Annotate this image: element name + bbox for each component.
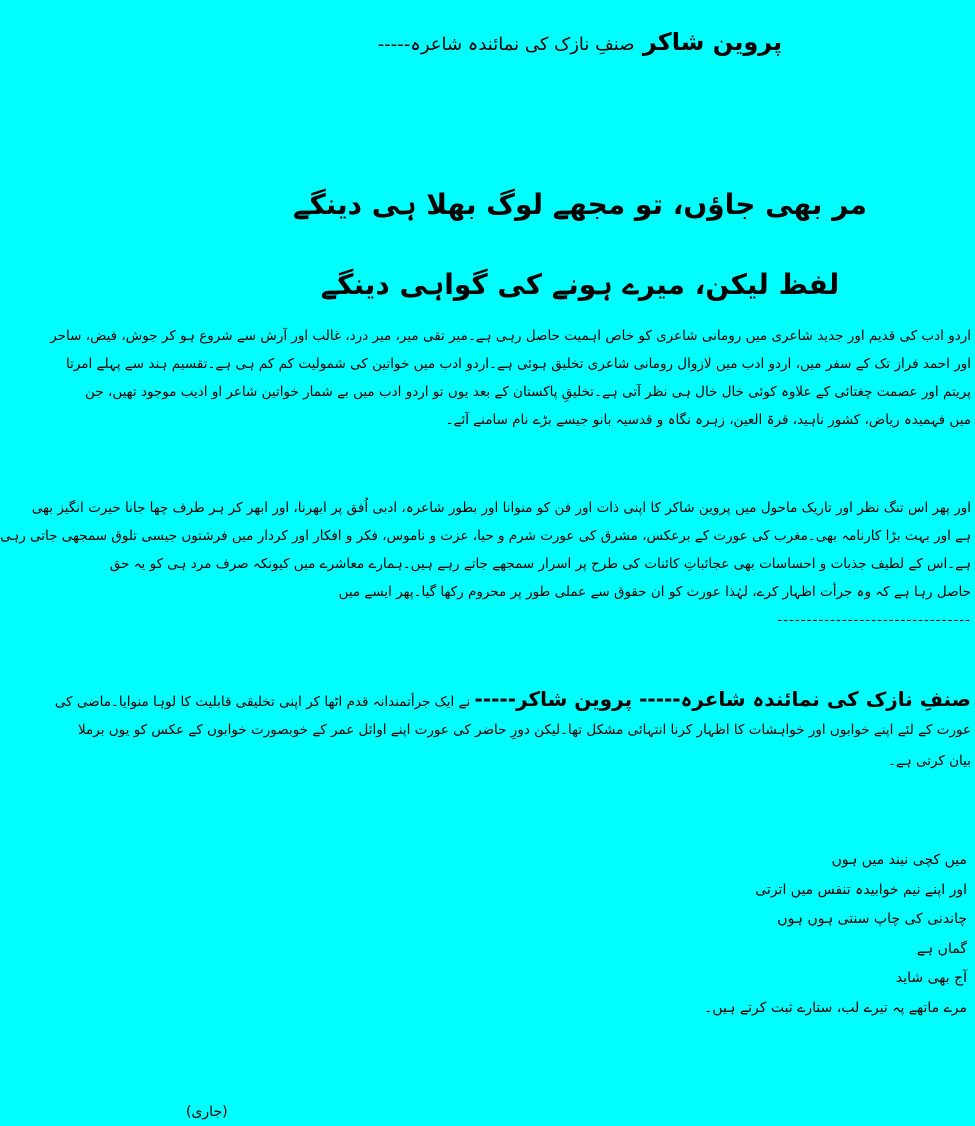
page-title xyxy=(330,28,830,56)
poet-heading-inline: صنفِ نازک کی نمائندہ شاعرہ----- پروین شاکر----- xyxy=(474,687,971,711)
paragraph-intro xyxy=(50,322,971,434)
title-poet-name: پروین شاکر xyxy=(642,28,783,56)
paragraph-line: حاصل رہا ہے کہ وہ جرأت اظہار کرے، لہٰذا عورت کو ان حقوق سے عملی طور پر محروم رکھا گیا۔پھر ایسے میں xyxy=(338,584,971,600)
paragraph-poet xyxy=(54,684,971,777)
paragraph-line xyxy=(54,684,971,715)
paragraph-line: اور احمد فراز تک کے سفر میں، اردو ادب میں لازوال رومانی شاعری تخلیق ہوئی ہے۔اردو ادب میں خواتین کی شمولیت کم کم ہی ہے۔تقسیم ہند سے پہلے امرتا xyxy=(65,356,971,372)
poem-excerpt xyxy=(567,846,967,1023)
poem-line: چاندنی کی چاپ سنتی ہوں ہوں xyxy=(777,911,967,927)
paragraph-line: اردو ادب کی قدیم اور جدید شاعری میں رومانی شاعری کو خاص اہمیت حاصل رہی ہے۔میر تقی میر، میر درد، غالب اور آرش سے شروع ہو کر جوش، فیض، ساحر xyxy=(50,328,971,344)
poem-line: مرے ماتھے پہ تیرے لب، ستارے ثبت کرتے ہیں۔ xyxy=(704,999,967,1016)
title-subtitle: صنفِ نازک کی نمائندہ شاعرہ----- xyxy=(377,34,635,55)
poem-line: آج بھی شاید xyxy=(895,970,967,986)
paragraph-line: عورت کے لئے اپنے خوابوں اور خواہشات کا اظہار کرنا انتہائی مشکل تھا۔لیکن دورِ حاضر کی عورت اپنے اوائل عمر کے خوبصورت خوابوں کے عکس کو یوں برملا xyxy=(77,722,971,738)
paragraph-text: نے ایک جرأتمندانہ قدم اٹھا کر اپنی تخلیقی قابلیت کا لوہا منوایا۔ماضی کی xyxy=(54,694,471,710)
paragraph-line: بیان کرتی ہے۔ xyxy=(887,753,971,769)
paragraph-line: میں فہمیدہ ریاض، کشور ناہید، قرۃ العین، زہرہ نگاہ و قدسیہ بانو جیسے بڑے نام سامنے آئے۔ xyxy=(445,412,971,428)
dash-separator: --------------------------------- xyxy=(777,612,971,628)
couplet-line-1: مر بھی جاؤں، تو مجھے لوگ بھلا ہی دینگے xyxy=(293,188,867,221)
paragraph-line: ہے اور بہت بڑا کارنامہ بھی۔مغرب کی عورت کے برعکس، مشرق کی عورت شرم و حیا، عزت و ناموس، فکر و افکار اور کردار میں فرشتوں جیسی تلوق سمجھی جاتی رہی xyxy=(0,528,971,544)
poem-line: میں کچی نیند میں ہوں xyxy=(831,852,967,868)
paragraph-line: ہے۔اس کے لطیف جذبات و احساسات بھی عجائباتِ کائنات کی طرح پر اسرار سمجھے جاتے رہے ہیں۔ہمارے معاشرے میں کیونکہ صرف مرد ہی کو یہ حق xyxy=(109,556,971,572)
paragraph-society xyxy=(0,494,971,634)
couplet-line-2: لفظ لیکن، میرے ہونے کی گواہی دینگے xyxy=(320,268,840,301)
continued-label: (جاری) xyxy=(186,1104,228,1120)
poem-line: گماں ہے xyxy=(916,940,967,957)
paragraph-line: اور پھر اس تنگ نظر اور تاریک ماحول میں پروین شاکر کا اپنی ذات اور فن کو منوانا اور بطور شاعرہ، ادبی اُفق پر ابھرنا، اور ابھر کر ہر طرف چھا جانا حیرت انگیز بھی xyxy=(31,500,971,516)
poem-line: اور اپنے نیم خوابیدہ تنفس میں اترتی xyxy=(755,881,967,898)
paragraph-line: پریتم اور عصمت چغتائی کے علاوہ کوئی خال خال ہی نظر آتی ہے۔تخلیقِ پاکستان کے بعد یوں تو اردو ادب میں بے شمار خواتین شاعر او ادیب موجود تھیں، جن xyxy=(85,384,971,400)
